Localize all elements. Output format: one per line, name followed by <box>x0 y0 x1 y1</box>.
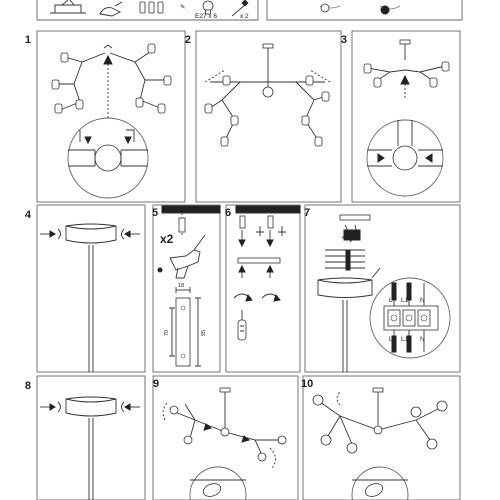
terminal-label-bottom-l1: L1 <box>401 336 409 343</box>
hex-key-icon: ✎ <box>180 4 186 11</box>
terminal-label-top-l: L <box>389 297 393 304</box>
screw-arrow-left <box>40 402 61 412</box>
bulb-icons-installed <box>313 395 447 453</box>
dimension-width: 18 <box>178 283 185 289</box>
bulb-zoom-circle <box>190 467 246 500</box>
bulb-zoom-circle <box>352 467 408 500</box>
step-10-panel <box>301 376 460 500</box>
final-view-panel <box>267 0 462 20</box>
terminal-label-bottom-n: N <box>420 336 425 343</box>
terminal-label-bottom-l: L <box>389 336 393 343</box>
bulb-count-label: E27 x 6 <box>195 13 218 20</box>
step-1-panel <box>25 31 185 202</box>
unscrew-arrow-left <box>40 229 61 239</box>
step-9-panel <box>153 376 298 500</box>
base-canopy-part <box>50 0 86 13</box>
terminal-label-top-l1: L1 <box>401 297 409 304</box>
step-number: 10 <box>301 378 314 390</box>
step-number: 1 <box>24 34 31 46</box>
screwdriver-icon <box>238 310 246 340</box>
parts-list-panel <box>37 0 258 20</box>
step-8-panel <box>25 376 145 500</box>
step-number: 3 <box>340 34 347 46</box>
detail-zoom-circle <box>367 120 443 196</box>
step-7-panel <box>304 205 460 372</box>
step-number: 5 <box>152 207 159 219</box>
dimension-hole-spacing: 70 <box>164 329 170 336</box>
terminal-block-zoom <box>370 278 450 358</box>
bulb-icons <box>140 2 163 13</box>
step-number: 8 <box>24 380 31 392</box>
dimension-length: 95 <box>201 329 207 336</box>
step-6-panel <box>225 205 300 372</box>
terminal-label-top-n: N <box>420 297 425 304</box>
step-number: 2 <box>184 34 191 46</box>
unscrew-arrow-right <box>122 229 141 239</box>
screw-count-label: x 2 <box>240 13 249 20</box>
screw-arrow-right <box>122 402 141 412</box>
detail-zoom-circle <box>68 118 148 198</box>
step-4-panel <box>25 205 145 372</box>
step-number: 7 <box>304 207 311 219</box>
step-2-panel <box>185 31 341 202</box>
step-number: 4 <box>24 209 31 221</box>
step-5-panel <box>152 205 220 372</box>
hand-icon <box>100 2 122 16</box>
drill-count-label: x2 <box>160 232 174 246</box>
step-number: 6 <box>225 207 232 219</box>
step-3-panel <box>341 31 460 202</box>
step-number: 9 <box>153 378 160 390</box>
mounting-bracket <box>169 287 201 366</box>
